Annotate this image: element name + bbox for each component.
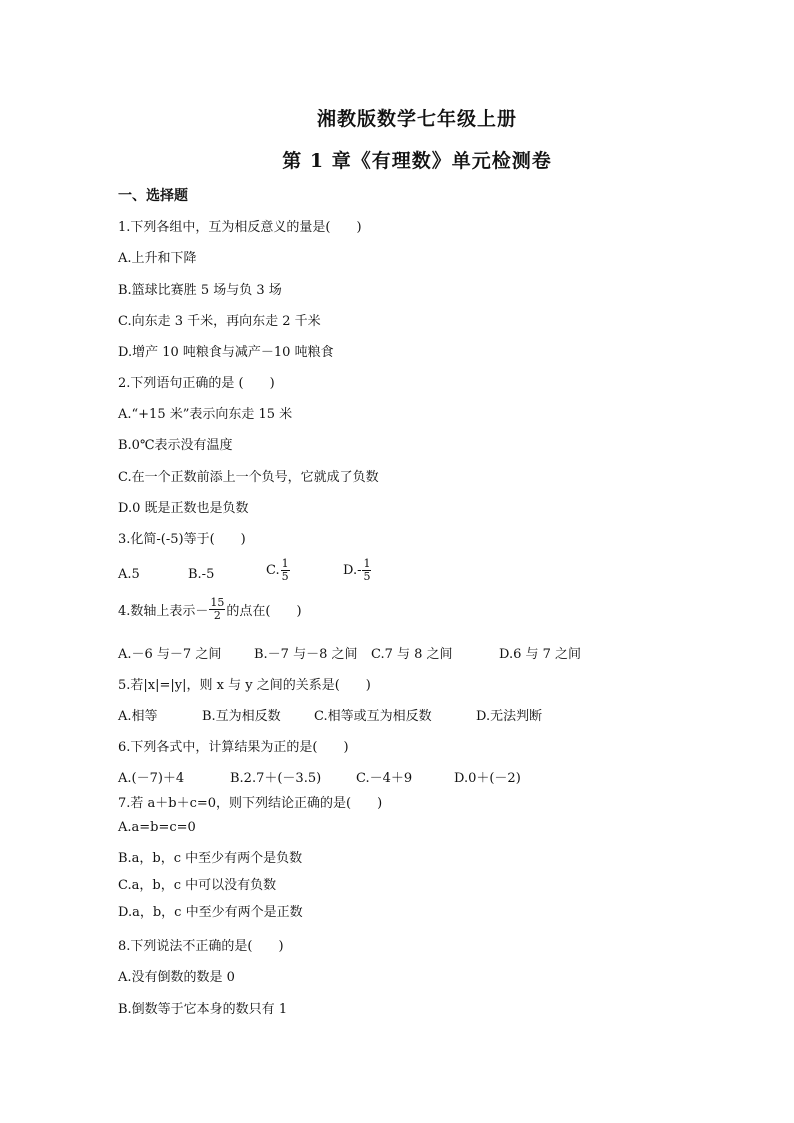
question-2-stem: 2.下列语句正确的是 ( ) xyxy=(118,376,275,391)
question-5-stem: 5.若|x|=|y|，则 x 与 y 之间的关系是( ) xyxy=(118,678,371,693)
question-3-stem: 3.化简-(-5)等于( ) xyxy=(118,532,246,547)
question-7-option-d: D.a，b，c 中至少有两个是正数 xyxy=(118,905,303,920)
fraction-numerator: 1 xyxy=(363,557,371,570)
question-6-options xyxy=(118,767,678,785)
fraction xyxy=(362,558,371,583)
question-5-option-d: D.无法判断 xyxy=(476,709,543,724)
question-7-stem: 7.若 a＋b＋c=0，则下列结论正确的是( ) xyxy=(118,796,383,811)
document-subtitle: 第 1 章《有理数》单元检测卷 xyxy=(282,150,552,172)
question-7-option-c: C.a，b，c 中可以没有负数 xyxy=(118,878,277,893)
fraction xyxy=(209,597,225,622)
question-3-options xyxy=(118,558,418,592)
question-6-option-c: C.－4＋9 xyxy=(356,771,413,786)
question-3-option-c xyxy=(266,558,291,583)
question-6-option-a: A.(－7)＋4 xyxy=(118,771,185,786)
question-1-option-d: D.增产 10 吨粮食与减产－10 吨粮食 xyxy=(118,345,334,360)
fraction-denominator: 5 xyxy=(363,570,371,583)
question-5-option-a: A.相等 xyxy=(118,709,158,724)
question-4-option-b: B.－7 与－8 之间 xyxy=(254,647,358,662)
question-4-stem-prefix: 4.数轴上表示－ xyxy=(118,604,209,619)
question-1-option-a: A.上升和下降 xyxy=(118,251,197,266)
fraction-denominator: 2 xyxy=(209,609,225,622)
question-2-option-a: A.“+15 米”表示向东走 15 米 xyxy=(118,407,293,422)
question-6-stem: 6.下列各式中，计算结果为正的是( ) xyxy=(118,740,349,755)
question-3-option-d-label: D.- xyxy=(343,563,362,578)
fraction-numerator: 15 xyxy=(210,596,225,609)
question-6-option-d: D.0＋(－2) xyxy=(454,771,521,786)
fraction-numerator: 1 xyxy=(281,557,289,570)
question-3-option-a: A.5 xyxy=(118,567,140,582)
question-8-option-a: A.没有倒数的数是 0 xyxy=(118,970,235,985)
question-4-option-a: A.－6 与－7 之间 xyxy=(118,647,222,662)
question-1-option-c: C.向东走 3 千米，再向东走 2 千米 xyxy=(118,314,321,329)
fraction xyxy=(281,558,290,583)
question-1-option-b: B.篮球比赛胜 5 场与负 3 场 xyxy=(118,283,282,298)
question-5-options xyxy=(118,705,678,723)
question-4-options xyxy=(118,643,678,661)
question-4-option-d: D.6 与 7 之间 xyxy=(499,647,582,662)
question-7-option-a: A.a=b=c=0 xyxy=(118,820,196,835)
question-5-option-c: C.相等或互为相反数 xyxy=(314,709,432,724)
fraction-denominator: 5 xyxy=(281,570,289,583)
question-6-option-b: B.2.7＋(－3.5) xyxy=(230,771,322,786)
question-8-stem: 8.下列说法不正确的是( ) xyxy=(118,939,284,954)
question-8-option-b: B.倒数等于它本身的数只有 1 xyxy=(118,1002,288,1017)
document-title: 湘教版数学七年级上册 xyxy=(316,108,517,130)
question-4-stem xyxy=(118,597,302,631)
question-5-option-b: B.互为相反数 xyxy=(202,709,281,724)
question-4-stem-suffix: 的点在( ) xyxy=(226,604,302,619)
question-2-option-b: B.0℃表示没有温度 xyxy=(118,438,233,453)
question-2-option-c: C.在一个正数前添上一个负号，它就成了负数 xyxy=(118,470,379,485)
question-3-option-b: B.-5 xyxy=(188,567,215,582)
question-7-option-b: B.a，b，c 中至少有两个是负数 xyxy=(118,851,303,866)
question-2-option-d: D.0 既是正数也是负数 xyxy=(118,501,249,516)
question-3-option-d xyxy=(343,558,372,583)
question-3-option-c-label: C. xyxy=(266,563,280,578)
section-heading: 一、选择题 xyxy=(118,188,188,204)
question-1-stem: 1.下列各组中，互为相反意义的量是( ) xyxy=(118,220,362,235)
question-4-option-c: C.7 与 8 之间 xyxy=(371,647,453,662)
